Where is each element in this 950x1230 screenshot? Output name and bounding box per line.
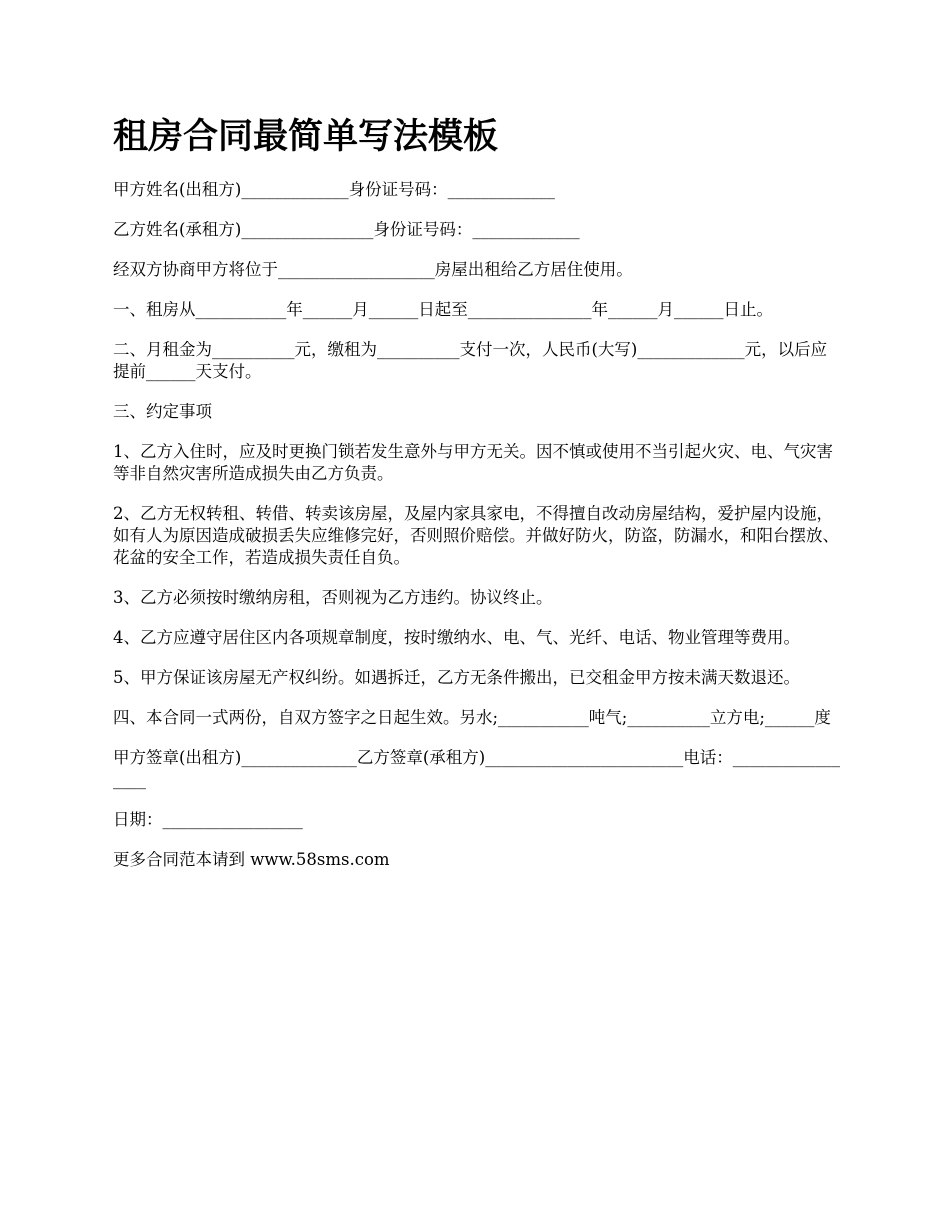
paragraph-clause-2-rent: 二、月租金为__________元，缴租为__________支付一次，人民币(大写)_____________元，以后应提前______天支付。 <box>113 340 828 381</box>
paragraph-clause-1-term: 一、租房从___________年______月______日起至_______________年______月______日止。 <box>113 300 773 319</box>
document-title: 租房合同最简单写法模板 <box>113 116 499 157</box>
paragraph-item-4: 4、乙方应遵守居住区内各项规章制度，按时缴纳水、电、气、光纤、电话、物业管理等费用。 <box>113 628 800 647</box>
paragraph-tenant-info: 乙方姓名(承租方)________________身份证号码：_____________ <box>113 220 580 239</box>
paragraph-item-3: 3、乙方必须按时缴纳房租，否则视为乙方违约。协议终止。 <box>113 588 553 607</box>
paragraph-clause-4-effect: 四、本合同一式两份，自双方签字之日起生效。另水;___________吨气;__________立方电;______度 <box>113 708 831 727</box>
paragraph-signatures: 甲方签章(出租方)______________乙方签章(承租方)________________________电话：_________________ <box>113 748 840 789</box>
paragraph-clause-3-heading: 三、约定事项 <box>113 402 212 421</box>
paragraph-property-location: 经双方协商甲方将位于___________________房屋出租给乙方居住使用。 <box>113 260 633 279</box>
paragraph-date: 日期：_________________ <box>113 810 303 829</box>
paragraph-footer-link: 更多合同范本请到 www.58sms.com <box>113 850 390 869</box>
paragraph-landlord-info: 甲方姓名(出租方)_____________身份证号码：_____________ <box>113 180 555 199</box>
paragraph-item-1: 1、乙方入住时，应及时更换门锁若发生意外与甲方无关。因不慎或使用不当引起火灾、电、气灾害等非自然灾害所造成损失由乙方负责。 <box>113 442 833 483</box>
contract-document <box>113 112 843 889</box>
paragraph-item-2: 2、乙方无权转租、转借、转卖该房屋，及屋内家具家电，不得擅自改动房屋结构，爱护屋内设施，如有人为原因造成破损丢失应维修完好，否则照价赔偿。并做好防火，防盗，防漏水，和阳台摆放、花盆的安全工作，若造成损失责任自负。 <box>113 504 839 567</box>
paragraph-item-5: 5、甲方保证该房屋无产权纠纷。如遇拆迁，乙方无条件搬出，已交租金甲方按未满天数退还。 <box>113 668 800 687</box>
